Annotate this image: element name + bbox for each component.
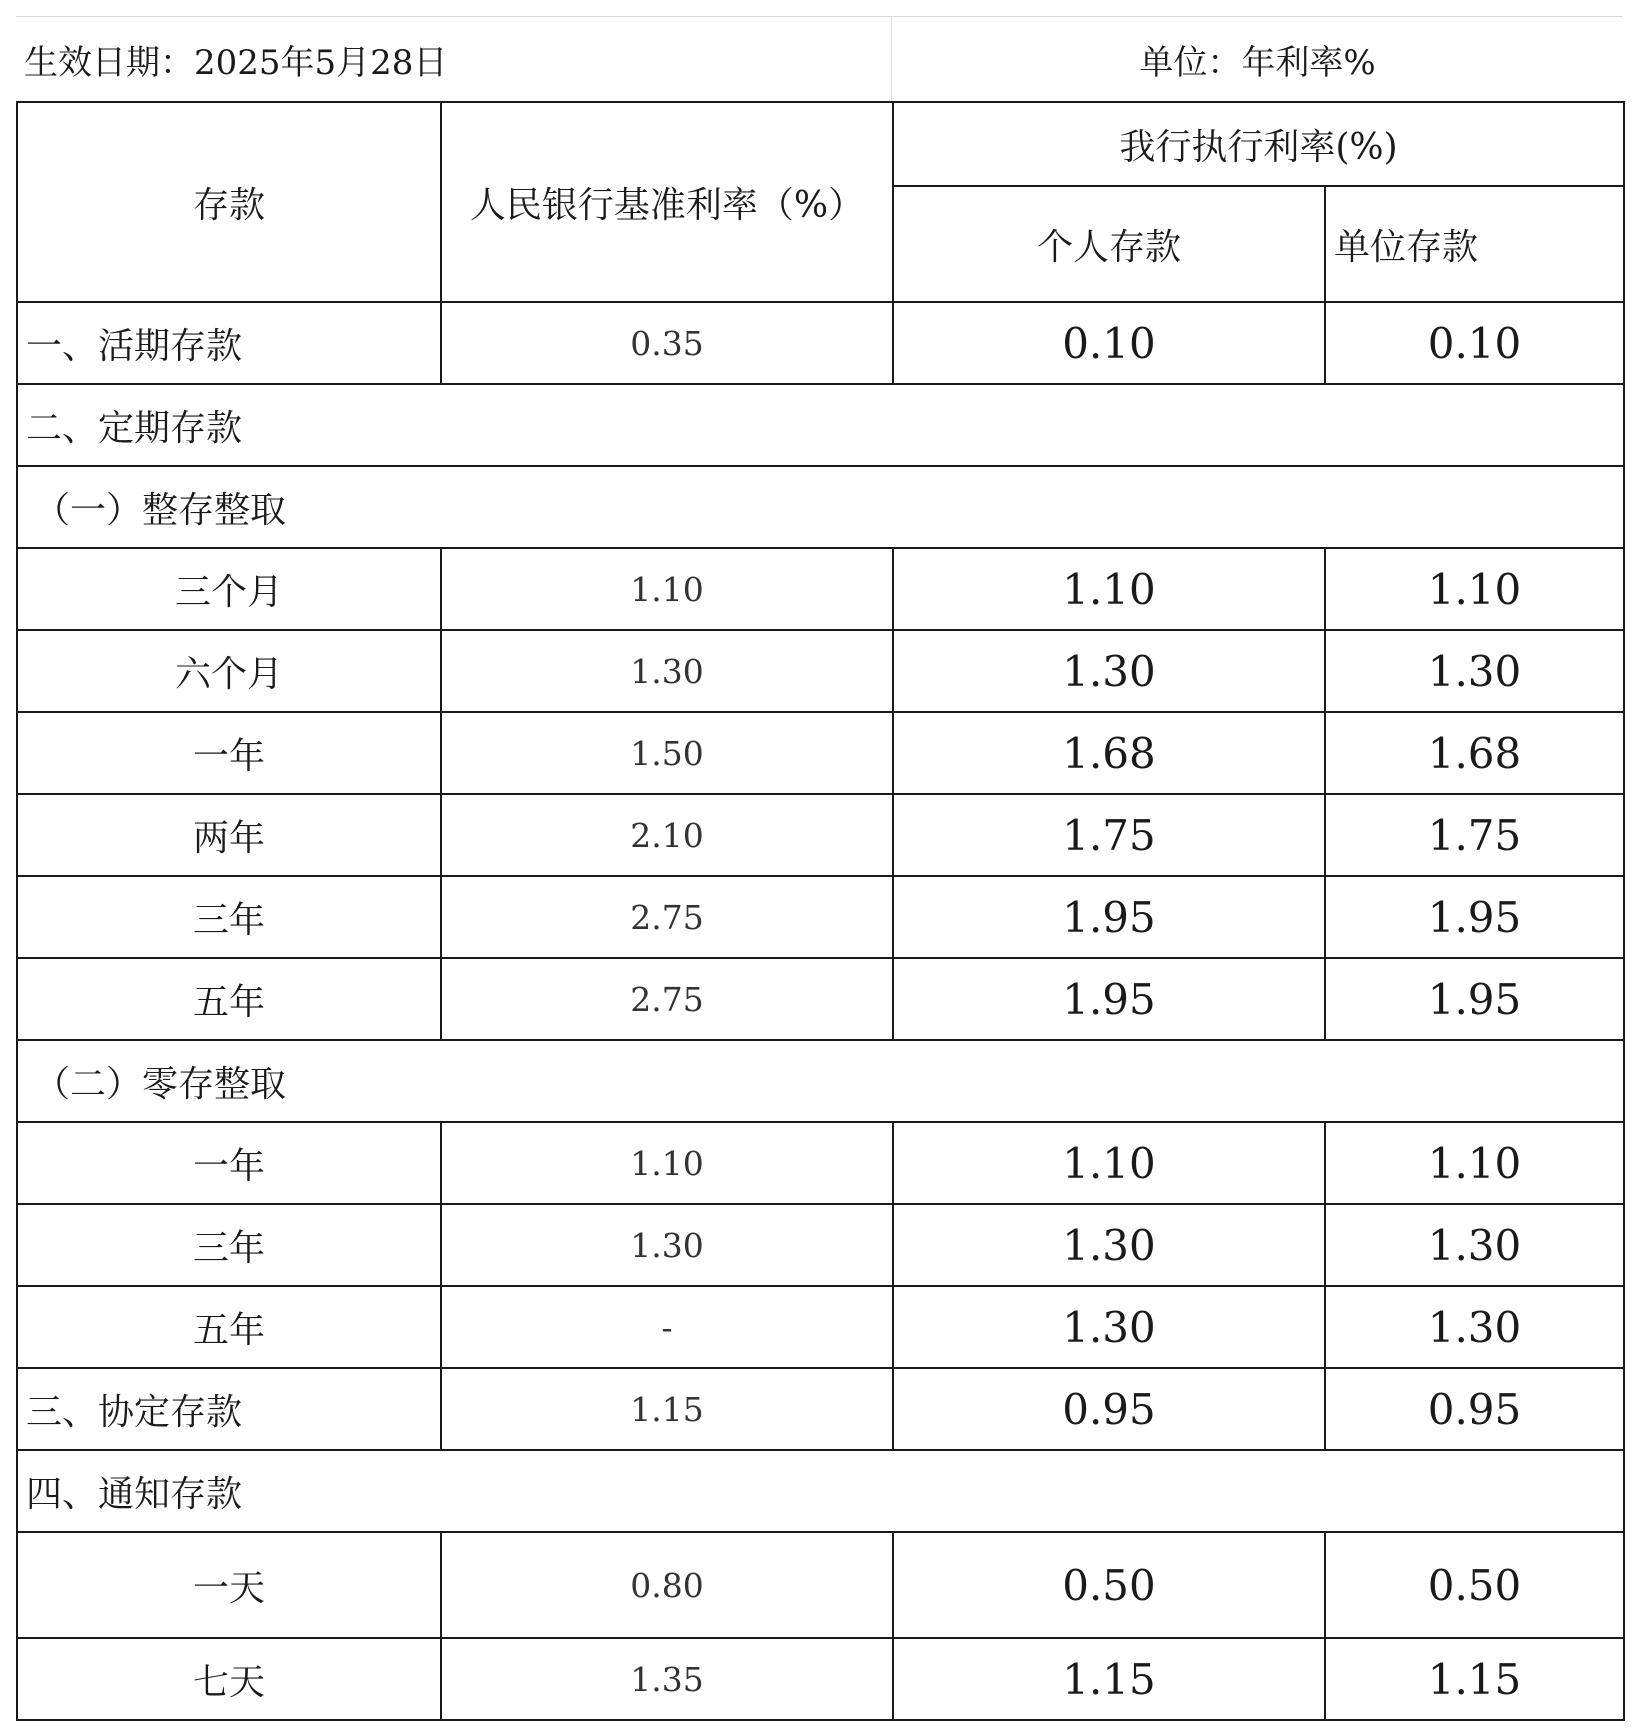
section-title: 四、通知存款 [17,1450,1624,1532]
table-row [17,1204,1624,1286]
corporate-rate-cell: 1.15 [1325,1638,1624,1720]
corporate-rate-cell: 0.50 [1325,1532,1624,1638]
corporate-rate-cell: 1.68 [1325,712,1624,794]
table-row [17,302,1624,384]
table-row [17,794,1624,876]
row-label: 一、活期存款 [17,302,441,384]
col-header-pboc-rate: 人民银行基准利率（%） [441,102,893,302]
base-rate-cell: 2.75 [441,958,893,1040]
table-row [17,1368,1624,1450]
base-rate-cell: 1.30 [441,630,893,712]
col-header-personal: 个人存款 [893,186,1325,302]
base-rate-cell: 1.10 [441,1122,893,1204]
base-rate-cell: 0.80 [441,1532,893,1638]
corporate-rate-cell: 1.30 [1325,1204,1624,1286]
row-label: 三年 [17,1204,441,1286]
row-label: 三年 [17,876,441,958]
effective-date: 生效日期：2025年5月28日 [16,17,892,101]
table-row [17,1638,1624,1720]
table-row [17,630,1624,712]
personal-rate-cell: 1.95 [893,958,1325,1040]
personal-rate-cell: 0.50 [893,1532,1325,1638]
row-label: 一年 [17,1122,441,1204]
corporate-rate-cell: 1.10 [1325,548,1624,630]
personal-rate-cell: 1.30 [893,630,1325,712]
table-row [17,1286,1624,1368]
corporate-rate-cell: 1.75 [1325,794,1624,876]
base-rate-cell: 1.35 [441,1638,893,1720]
base-rate-cell: 0.35 [441,302,893,384]
deposit-rate-table [16,101,1625,1721]
base-rate-cell: 1.10 [441,548,893,630]
corporate-rate-cell: 0.95 [1325,1368,1624,1450]
base-rate-cell: - [441,1286,893,1368]
row-label: 三个月 [17,548,441,630]
base-rate-cell: 2.10 [441,794,893,876]
personal-rate-cell: 1.10 [893,1122,1325,1204]
personal-rate-cell: 1.75 [893,794,1325,876]
corporate-rate-cell: 0.10 [1325,302,1624,384]
row-label: 三、协定存款 [17,1368,441,1450]
subsection-title: （一）整存整取 [17,466,1624,548]
personal-rate-cell: 1.95 [893,876,1325,958]
col-header-deposit: 存款 [17,102,441,302]
row-label: 五年 [17,958,441,1040]
row-label: 一天 [17,1532,441,1638]
base-rate-cell: 1.30 [441,1204,893,1286]
row-label: 两年 [17,794,441,876]
corporate-rate-cell: 1.30 [1325,630,1624,712]
rate-sheet [16,16,1623,1721]
section-row [17,466,1624,548]
section-title: 二、定期存款 [17,384,1624,466]
personal-rate-cell: 1.30 [893,1286,1325,1368]
meta-row [16,16,1623,101]
corporate-rate-cell: 1.95 [1325,876,1624,958]
row-label: 六个月 [17,630,441,712]
table-row [17,876,1624,958]
header-row-1 [17,102,1624,186]
section-row [17,384,1624,466]
table-row [17,1532,1624,1638]
col-header-our-rate: 我行执行利率(%) [893,102,1624,186]
row-label: 五年 [17,1286,441,1368]
personal-rate-cell: 0.95 [893,1368,1325,1450]
table-row [17,548,1624,630]
row-label: 一年 [17,712,441,794]
table-row [17,1122,1624,1204]
personal-rate-cell: 0.10 [893,302,1325,384]
subsection-title: （二）零存整取 [17,1040,1624,1122]
unit-label: 单位：年利率% [1139,42,1376,83]
row-label: 七天 [17,1638,441,1720]
base-rate-cell: 1.50 [441,712,893,794]
personal-rate-cell: 1.30 [893,1204,1325,1286]
section-row [17,1040,1624,1122]
corporate-rate-cell: 1.10 [1325,1122,1624,1204]
personal-rate-cell: 1.68 [893,712,1325,794]
table-row [17,958,1624,1040]
corporate-rate-cell: 1.30 [1325,1286,1624,1368]
personal-rate-cell: 1.10 [893,548,1325,630]
section-row [17,1450,1624,1532]
table-row [17,712,1624,794]
personal-rate-cell: 1.15 [893,1638,1325,1720]
corporate-rate-cell: 1.95 [1325,958,1624,1040]
base-rate-cell: 1.15 [441,1368,893,1450]
col-header-corporate: 单位存款 [1325,186,1624,302]
base-rate-cell: 2.75 [441,876,893,958]
